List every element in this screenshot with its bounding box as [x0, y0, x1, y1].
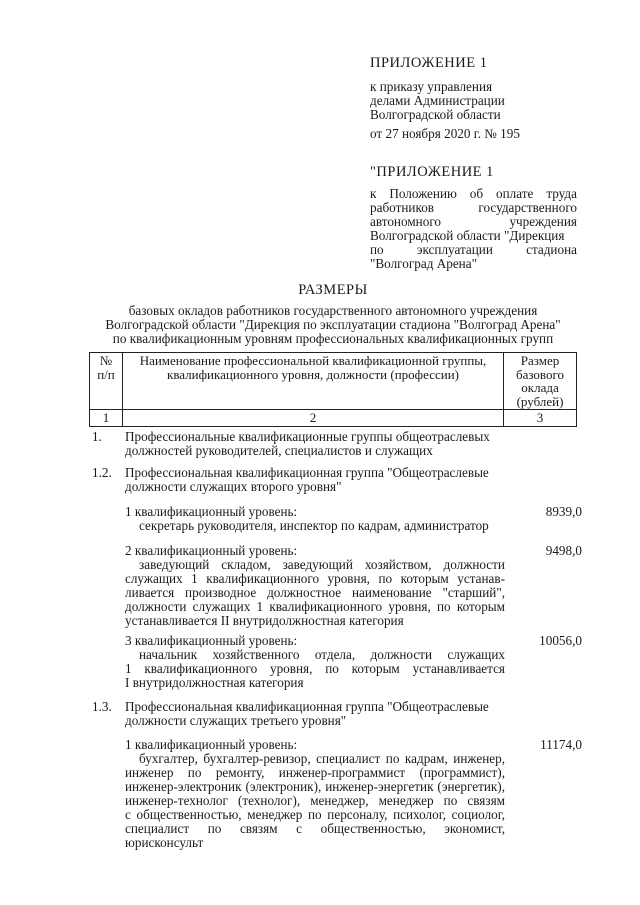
- subtitle-line: по квалификационным уровням профессиональных квалификационных групп: [112, 331, 554, 346]
- col-index: 3: [504, 410, 577, 427]
- doc-title: РАЗМЕРЫ: [298, 282, 368, 298]
- salary-value: 10056,0: [539, 633, 582, 648]
- group-heading: Профессиональная квалификационная группа "Общеотраслевые должности служащих второго уровня": [125, 465, 489, 494]
- position-line: работников государственного: [370, 200, 577, 215]
- salary-value: 11174,0: [540, 737, 582, 752]
- salary-value: 8939,0: [545, 504, 582, 519]
- subtitle-line: базовых окладов работников государственного автономного учреждения: [128, 303, 538, 318]
- group-heading: Профессиональные квалификационные группы общеотраслевых должностей руководителей, специалистов и служащих: [125, 429, 490, 458]
- qualification-level: 3 квалификационный уровень: начальник хозяйственного отдела, должности служащих 1 квалификационного уровня, по которым устанавливается I внутридолжностная категория: [125, 633, 505, 690]
- col-salary-header: Размер базового оклада (рублей): [504, 353, 577, 410]
- position-line: автономного учреждения: [370, 214, 577, 229]
- order-line: делами Администрации: [370, 93, 505, 108]
- col-name-header: Наименование профессиональной квалификационной группы, квалификационного уровня, должности (профессии): [123, 353, 504, 410]
- row-number: 1.: [92, 429, 102, 444]
- position-line: по эксплуатации стадиона: [370, 242, 577, 257]
- order-line: Волгоградской области: [370, 107, 501, 122]
- col-index: 2: [123, 410, 504, 427]
- inner-appendix-title: "ПРИЛОЖЕНИЕ 1: [370, 164, 494, 180]
- qualification-level: 1 квалификационный уровень: секретарь руководителя, инспектор по кадрам, администратор: [125, 504, 489, 533]
- doc-subtitle: [89, 304, 577, 346]
- appendix-title: ПРИЛОЖЕНИЕ 1: [370, 55, 488, 71]
- salary-value: 9498,0: [545, 543, 582, 558]
- subtitle-line: Волгоградской области "Дирекция по эксплуатации стадиона "Волгоград Арена": [105, 317, 561, 332]
- table-header: [89, 352, 577, 427]
- position-reference: [370, 187, 577, 271]
- order-date: от 27 ноября 2020 г. № 195: [370, 126, 520, 141]
- position-line: Волгоградской области "Дирекция: [370, 228, 565, 243]
- position-line: к Положению об оплате труда: [370, 186, 577, 201]
- col-index: 1: [90, 410, 123, 427]
- position-line: "Волгоград Арена": [370, 256, 477, 271]
- order-line: к приказу управления: [370, 79, 493, 94]
- row-number: 1.2.: [92, 465, 112, 480]
- group-heading: Профессиональная квалификационная группа "Общеотраслевые должности служащих третьего уровня": [125, 699, 489, 728]
- row-number: 1.3.: [92, 699, 112, 714]
- order-reference: [370, 80, 577, 122]
- qualification-level: 1 квалификационный уровень: бухгалтер, бухгалтер-ревизор, специалист по кадрам, инженер, инженер по ремонту, инженер-программист (программист), инженер-электроник (электроник), инженер-энергетик (энергетик), инженер-технолог (технолог), менеджер, менеджер по связям с общественностью, менеджер по персоналу, психолог, социолог, специалист по связям с общественностью, экономист, юрисконсульт: [125, 737, 505, 850]
- col-number-header: № п/п: [90, 353, 123, 410]
- qualification-level: 2 квалификационный уровень: заведующий складом, заведующий хозяйством, должности служащих 1 квалификационного уровня, по которым устанав- ливается производное должностное наименование "старший", должности служащих 1 квалификационного уровня, по которым устанавливается II внутридолжностная категория: [125, 543, 505, 628]
